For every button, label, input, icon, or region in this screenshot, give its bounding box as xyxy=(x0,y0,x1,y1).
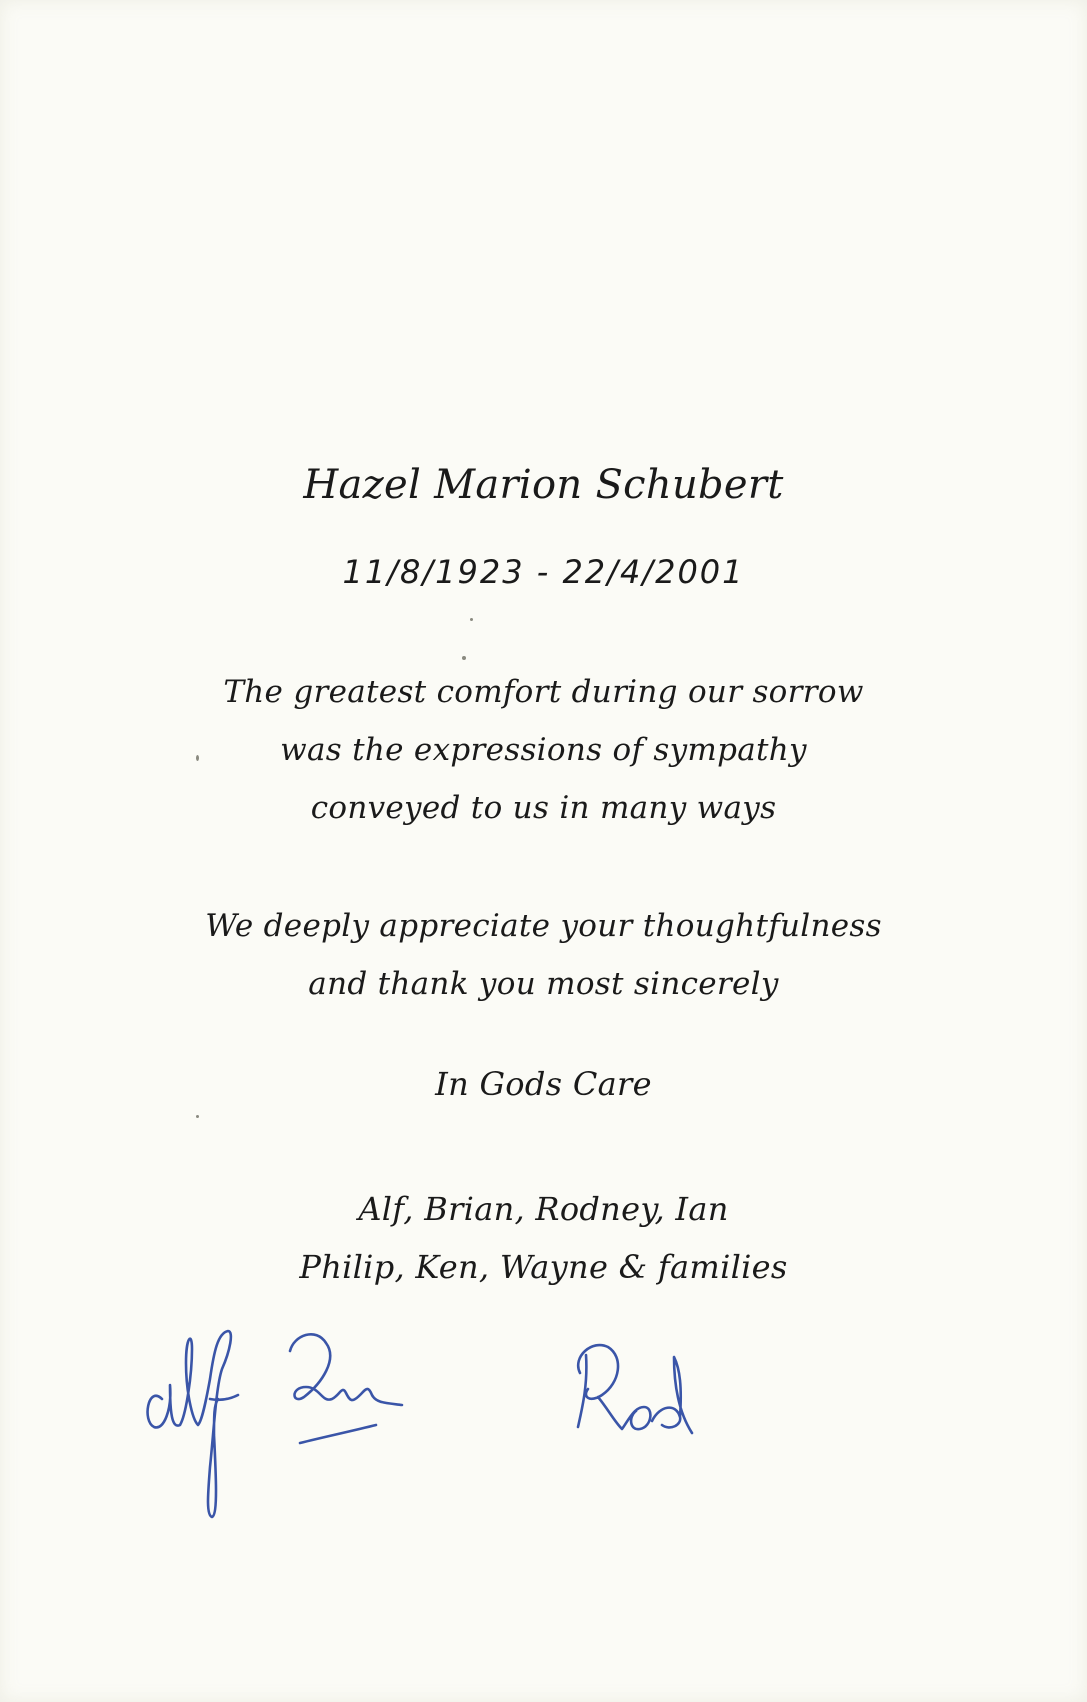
sympathy-line: The greatest comfort during our sorrow xyxy=(223,674,864,710)
paper-speck xyxy=(470,618,473,621)
family-line: Philip, Ken, Wayne & families xyxy=(299,1248,788,1286)
paper-speck xyxy=(462,656,466,660)
signature-ian xyxy=(290,1334,402,1443)
handwritten-signatures xyxy=(140,1325,780,1535)
sympathy-line: was the expressions of sympathy xyxy=(280,732,807,768)
signature-drawing xyxy=(140,1325,780,1535)
life-dates: 11/8/1923 - 22/4/2001 xyxy=(342,553,745,591)
thanks-line: and thank you most sincerely xyxy=(308,966,779,1002)
paper-speck xyxy=(196,755,199,761)
closing-line: In Gods Care xyxy=(435,1065,652,1103)
sympathy-line: conveyed to us in many ways xyxy=(310,790,777,826)
signature-rod xyxy=(578,1345,692,1433)
thanks-paragraph xyxy=(0,897,1087,1013)
thanks-line: We deeply appreciate your thoughtfulness xyxy=(205,908,882,944)
signature-alf xyxy=(148,1331,238,1517)
family-names xyxy=(0,1180,1087,1296)
family-line: Alf, Brian, Rodney, Ian xyxy=(358,1190,729,1228)
deceased-name: Hazel Marion Schubert xyxy=(303,462,784,508)
paper-speck xyxy=(196,1115,199,1118)
sympathy-paragraph xyxy=(0,663,1087,837)
